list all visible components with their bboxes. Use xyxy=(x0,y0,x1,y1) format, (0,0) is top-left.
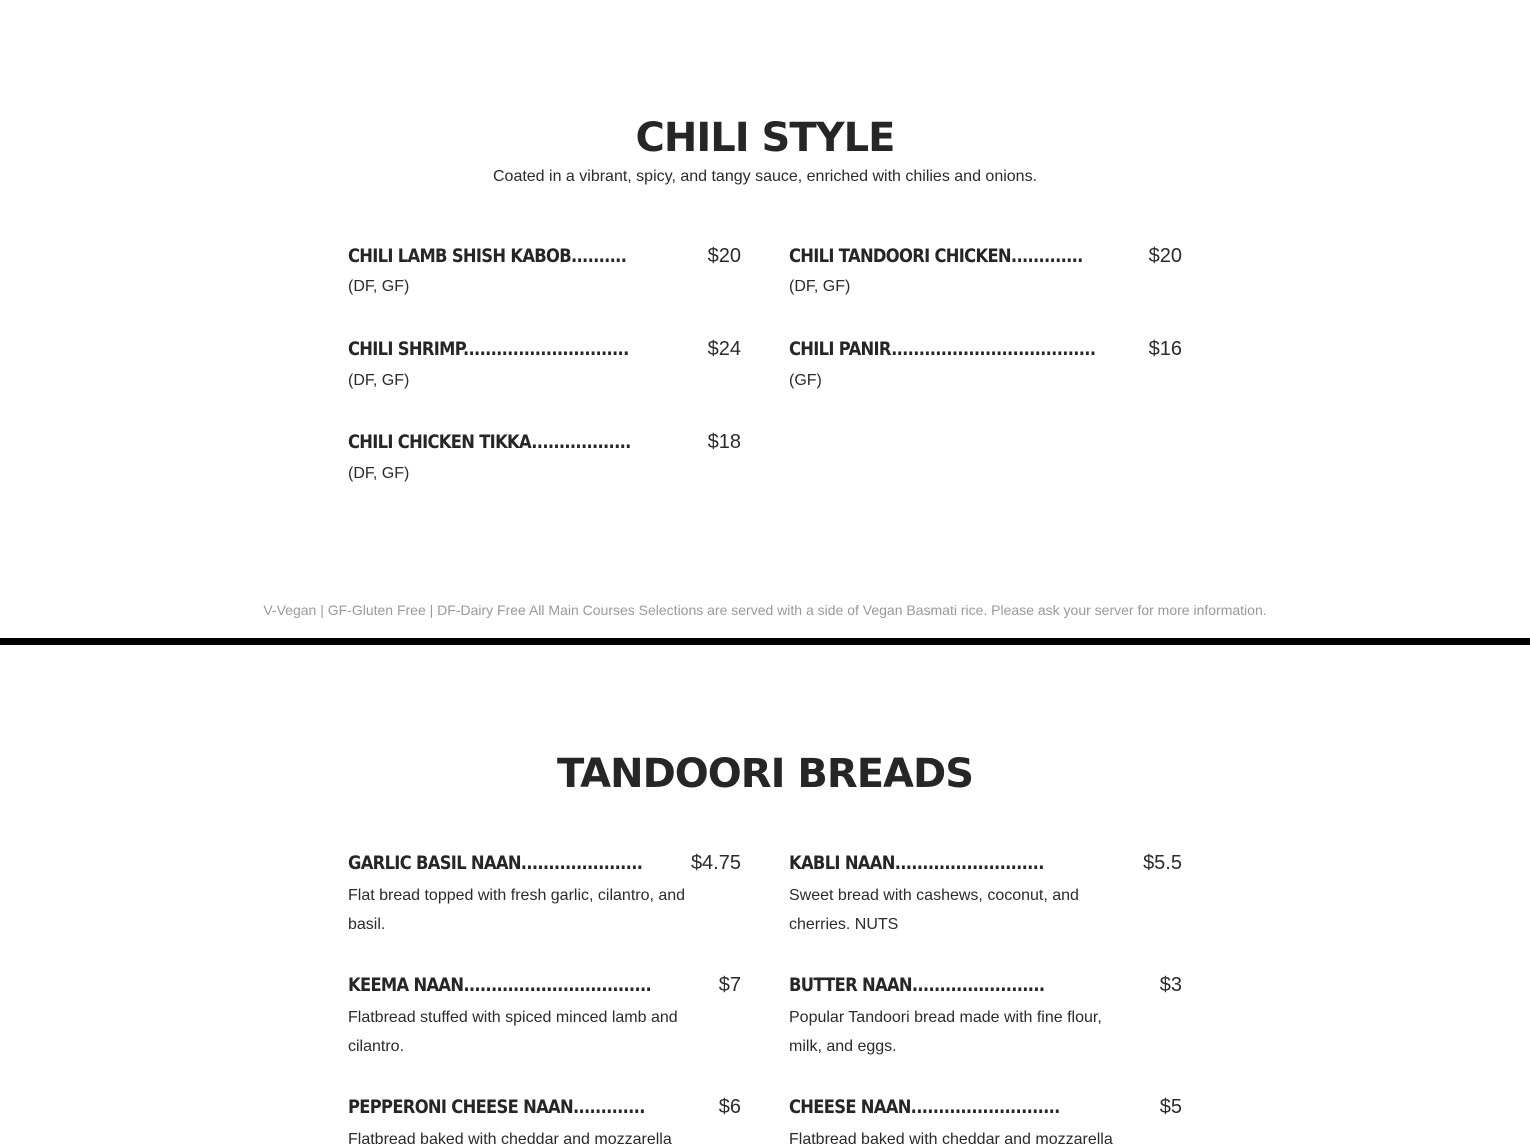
menu-item-description: Popular Tandoori bread made with fine flour, milk, and eggs. xyxy=(789,1009,1102,1055)
section-title-tandoori-breads: TANDOORI BREADS xyxy=(556,751,973,797)
menu-item-name: CHILI CHICKEN TIKKA.................. xyxy=(348,431,631,453)
menu-item-price: $5.5 xyxy=(1143,852,1182,874)
menu-item-description: (DF, GF) xyxy=(348,372,410,389)
menu-item-name: CHILI LAMB SHISH KABOB.......... xyxy=(348,245,627,267)
menu-item-price: $4.75 xyxy=(690,852,741,874)
menu-item-price: $24 xyxy=(707,338,741,360)
section-title-chili-style: CHILI STYLE xyxy=(635,115,895,161)
menu-item-name: CHILI PANIR..................................... xyxy=(789,338,1096,360)
menu-item-name: CHILI TANDOORI CHICKEN............. xyxy=(789,245,1083,267)
menu-item-name: CHEESE NAAN........................... xyxy=(789,1096,1060,1118)
menu-item-name: PEPPERONI CHEESE NAAN............. xyxy=(348,1096,645,1118)
menu-item-name: CHILI SHRIMP.............................. xyxy=(348,338,629,360)
menu-item-price: $20 xyxy=(707,245,741,267)
menu-item-price: $7 xyxy=(718,974,741,996)
menu-item-name: KEEMA NAAN.................................. xyxy=(348,974,652,996)
dietary-footnote: V-Vegan | GF-Gluten Free | DF-Dairy Free All Main Courses Selections are served with a side of Vegan Basmati rice. Please ask your server for more information. xyxy=(263,602,1267,618)
menu-item-price: $16 xyxy=(1148,338,1182,360)
menu-item-description: Flatbread baked with cheddar and mozzarella xyxy=(789,1131,1113,1146)
section-subtitle-chili-style: Coated in a vibrant, spicy, and tangy sauce, enriched with chilies and onions. xyxy=(492,168,1038,185)
menu-item-name: BUTTER NAAN........................ xyxy=(789,974,1045,996)
menu-item-description: (DF, GF) xyxy=(348,465,410,482)
section-divider xyxy=(0,638,1530,645)
menu-item-name: KABLI NAAN........................... xyxy=(789,852,1044,874)
menu-item-price: $3 xyxy=(1159,974,1182,996)
menu-item-price: $18 xyxy=(707,431,741,453)
menu-item-description: (GF) xyxy=(789,372,822,389)
menu-item-description: Flatbread stuffed with spiced minced lamb and cilantro. xyxy=(348,1009,678,1055)
menu-item-price: $6 xyxy=(718,1096,741,1118)
menu-item-price: $5 xyxy=(1159,1096,1182,1118)
menu-item-description: (DF, GF) xyxy=(789,278,851,295)
menu-item-description: Flatbread baked with cheddar and mozzarella xyxy=(348,1131,672,1146)
menu-item-price: $20 xyxy=(1148,245,1182,267)
menu-item-description: Sweet bread with cashews, coconut, and cherries. NUTS xyxy=(789,887,1079,933)
menu-item-description: Flat bread topped with fresh garlic, cilantro, and basil. xyxy=(348,887,686,933)
menu-item-description: (DF, GF) xyxy=(348,278,410,295)
menu-item-name: GARLIC BASIL NAAN...................... xyxy=(348,852,643,874)
